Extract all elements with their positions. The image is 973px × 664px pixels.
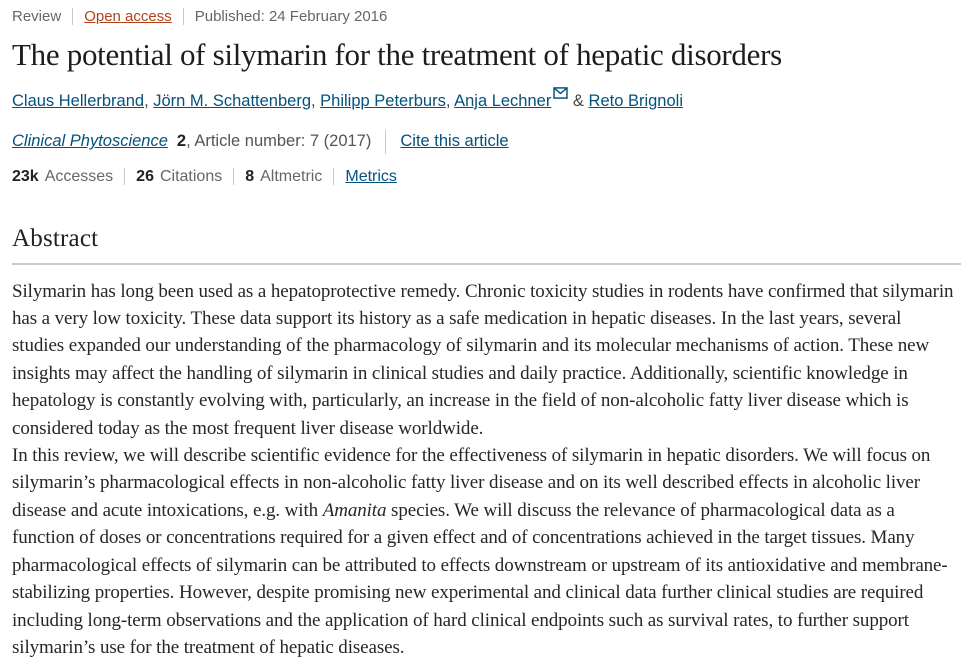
metric-label: Citations [159, 167, 223, 185]
metric-value: 26 [136, 167, 154, 185]
author-link-reto-brignoli[interactable]: Reto Brignoli [588, 91, 683, 110]
email-envelope-icon[interactable] [553, 83, 568, 105]
metric-accesses [12, 168, 113, 186]
metric-citations [136, 168, 222, 186]
abstract-paragraph-2 [12, 442, 957, 661]
abstract-paragraph-1 [12, 278, 957, 442]
author-separator: , [144, 91, 154, 110]
metric-value: 8 [245, 167, 255, 185]
separator [124, 168, 125, 185]
author-link-claus-hellerbrand[interactable]: Claus Hellerbrand [12, 91, 145, 110]
author-link-jorn-schattenberg[interactable]: Jörn M. Schattenberg [153, 91, 311, 110]
abstract-body [12, 278, 957, 662]
journal-title-link[interactable]: Clinical Phytoscience [12, 132, 168, 151]
article-type-label: Review [12, 7, 62, 25]
abstract-heading: Abstract [12, 224, 99, 252]
section-divider [12, 263, 961, 265]
article-number-text: , Article number: 7 (2017) [186, 132, 372, 151]
cite-this-article-link[interactable]: Cite this article [400, 132, 509, 151]
author-link-philipp-peterburs[interactable]: Philipp Peterburs [320, 91, 446, 110]
journal-line [12, 130, 957, 154]
abstract-section [12, 225, 957, 662]
abstract-text-1: Silymarin has long been used as a hepatoprotective remedy. Chronic toxicity studies in rodents have confirmed that silymarin has a very low toxicity. These data support its history as a safe medication in hepatic diseases. In the last years, several studies expanded our understanding of the pharmacology of silymarin and its molecular mechanisms of action. These new insights may affect the handling of silymarin in clinical studies and daily practice. Additionally, scientific knowledge in hepatology is constantly evolving with, particularly, an increase in the field of non-alcoholic fatty liver disease which is considered today as the most frequent liver disease worldwide. [12, 280, 954, 439]
metric-altmetric [245, 168, 322, 186]
separator [183, 8, 184, 25]
author-list [12, 90, 957, 112]
article-title: The potential of silymarin for the treatment of hepatic disorders [12, 37, 782, 72]
author-link-anja-lechner[interactable]: Anja Lechner [454, 91, 552, 110]
open-access-link[interactable]: Open access [84, 7, 172, 25]
abstract-text-2b: species. We will discuss the relevance of pharmacological data as a function of doses or concentrations required for a given effect and of concentrations achieved in the target tissues. Many pharmacological effects of silymarin can be attributed to effects downstream or upstream of its antioxidative and membrane-stabilizing properties. However, despite promising new experimental and clinical data further clinical studies are required including long-term observations and the application of hard clinical endpoints such as survival rates, to further support silymarin’s use for the treatment of hepatic diseases. [12, 499, 948, 658]
article-meta-line [12, 4, 957, 26]
abstract-text-2a: In this review, we will describe scientific evidence for the effectiveness of silymarin in hepatic disorders. We will focus on silymarin’s pharmacological effects in non-alcoholic fatty liver disease and on its well described effects in alcoholic liver disease and acute intoxications, e.g. with [12, 445, 931, 521]
metric-label: Altmetric [260, 167, 323, 185]
author-separator: , [445, 91, 455, 110]
separator [233, 168, 234, 185]
metrics-link[interactable]: Metrics [345, 167, 397, 185]
metrics-bar [12, 168, 957, 186]
published-date: Published: 24 February 2016 [194, 7, 388, 25]
separator [72, 8, 73, 25]
species-name-italic: Amanita [322, 499, 387, 521]
metric-value: 23k [12, 167, 39, 185]
metric-label: Accesses [44, 167, 114, 185]
author-separator: & [568, 91, 589, 110]
separator [385, 130, 386, 154]
journal-volume: 2 [176, 132, 187, 151]
separator [333, 168, 334, 185]
author-separator: , [311, 91, 321, 110]
